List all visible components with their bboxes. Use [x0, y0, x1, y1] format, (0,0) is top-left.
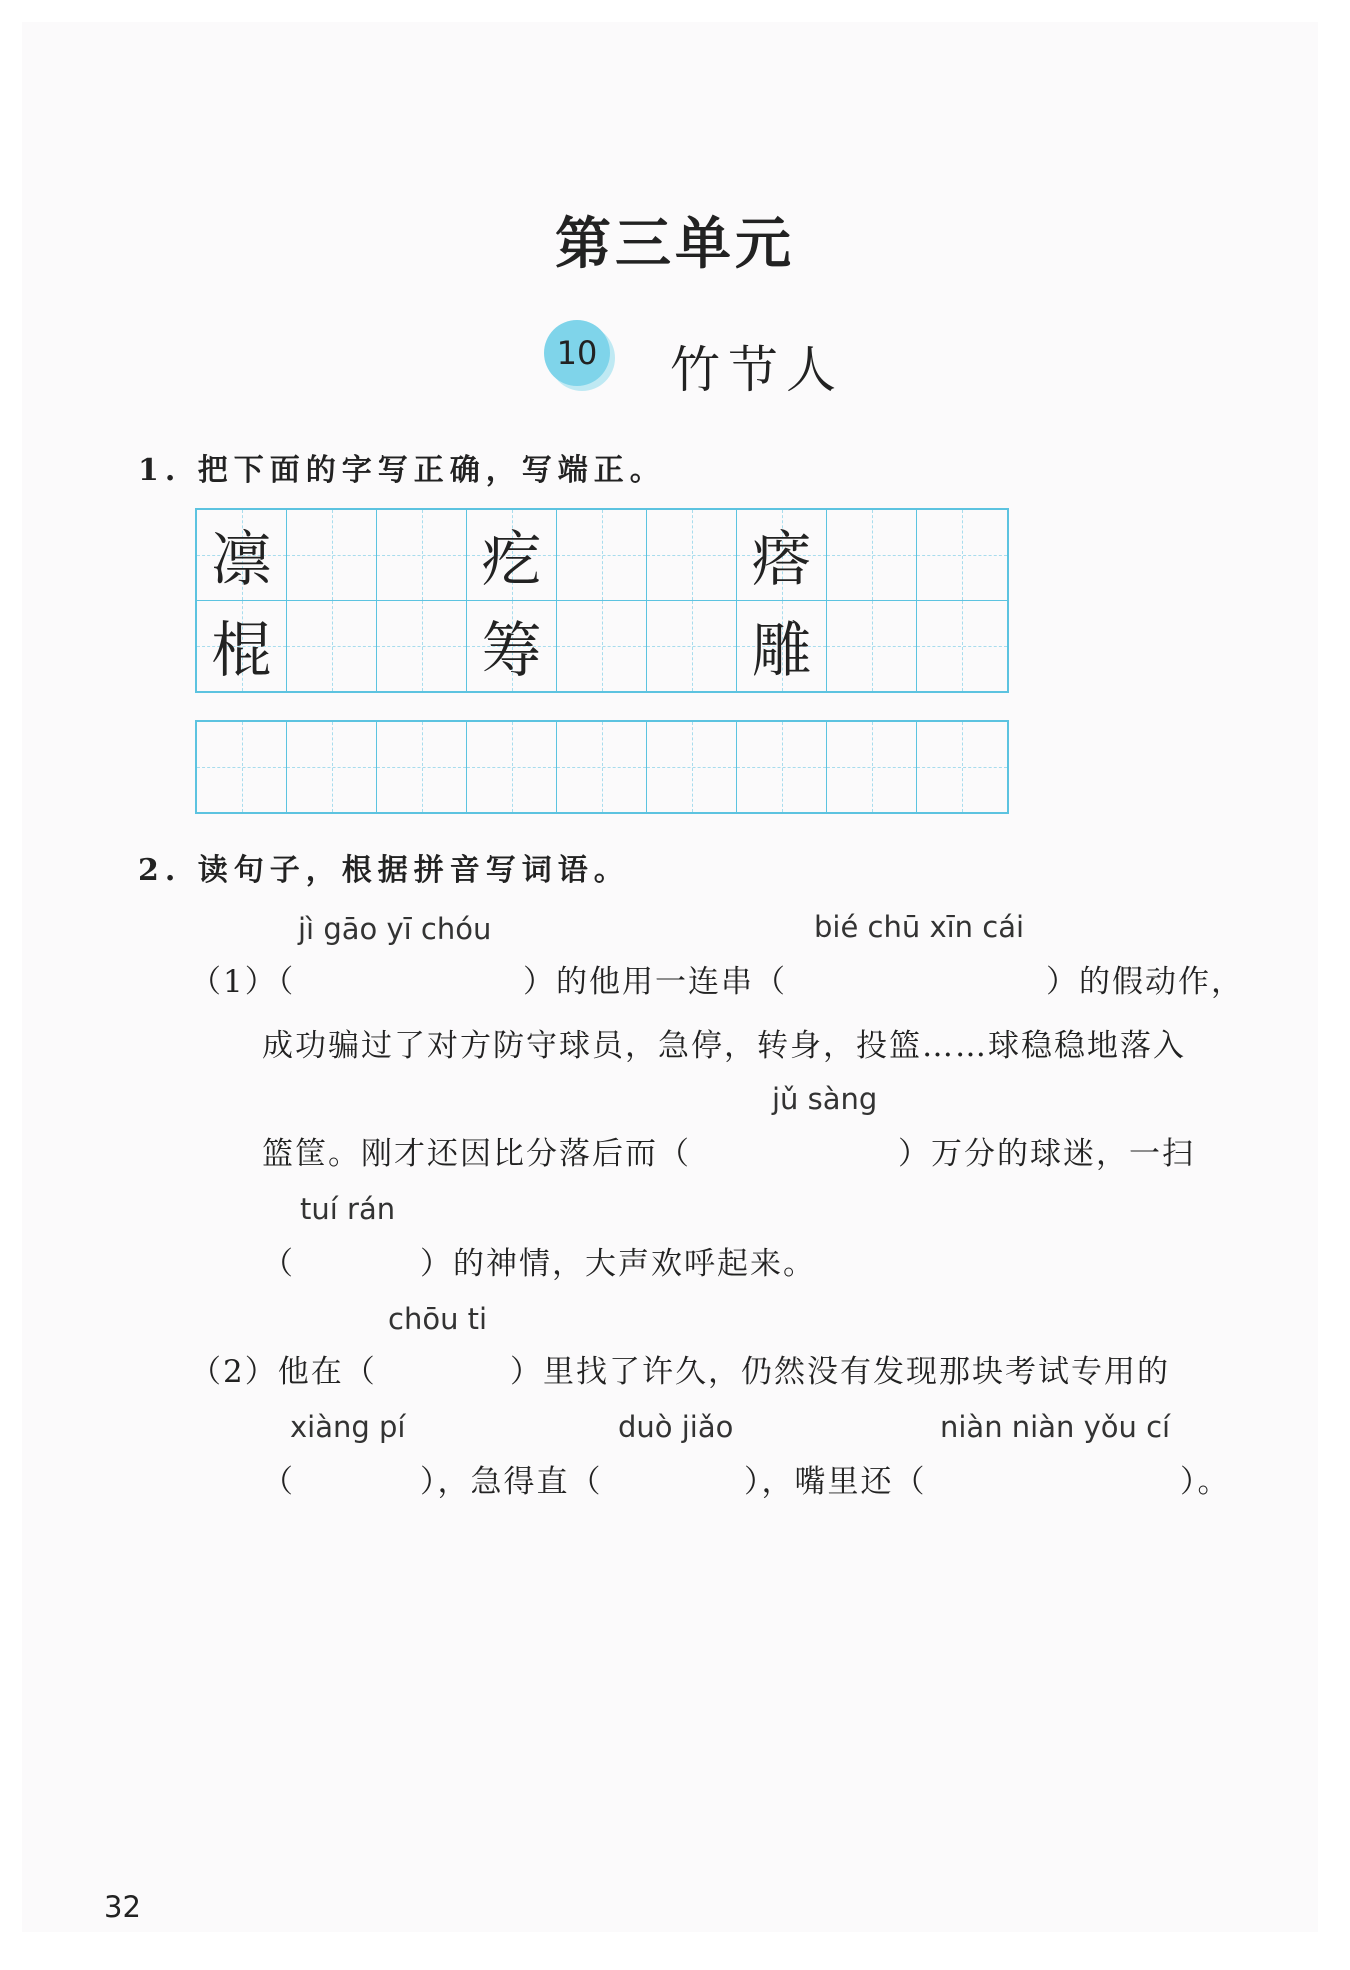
- pinyin-hint: xiàng pí: [290, 1410, 406, 1444]
- lesson-number-badge: 10: [544, 320, 610, 386]
- sentence-2-part: ），嘴里还（: [744, 1464, 927, 1500]
- model-character: 棍: [211, 616, 272, 686]
- grid-cell[interactable]: [647, 601, 737, 691]
- grid-cell[interactable]: [737, 722, 827, 812]
- grid-cell: [467, 510, 557, 600]
- sentence-1-part: 篮筐。刚才还因比分落后而（: [262, 1136, 691, 1172]
- grid-cell[interactable]: [557, 510, 647, 600]
- grid-cell[interactable]: [467, 722, 557, 812]
- writing-grid-row-1: [197, 510, 1007, 601]
- grid-cell[interactable]: [287, 601, 377, 691]
- sentence-1-part: ）的神情，大声欢呼起来。: [420, 1246, 816, 1282]
- sentence-2-part: （: [262, 1464, 295, 1500]
- lesson-title: 竹节人: [670, 341, 844, 399]
- page-number: 32: [104, 1890, 141, 1924]
- sentence-1-part: ）万分的球迷，一扫: [898, 1136, 1195, 1172]
- grid-cell[interactable]: [287, 510, 377, 600]
- writing-grid-characters: [195, 508, 1009, 693]
- grid-cell[interactable]: [557, 722, 647, 812]
- sentence-1-part: ）的假动作，: [1046, 964, 1244, 1000]
- pinyin-hint: niàn niàn yǒu cí: [940, 1410, 1171, 1444]
- sentence-1-part: ）的他用一连串（: [523, 964, 787, 1000]
- grid-cell: [197, 601, 287, 691]
- grid-cell[interactable]: [917, 510, 1007, 600]
- grid-cell[interactable]: [377, 722, 467, 812]
- grid-cell[interactable]: [647, 510, 737, 600]
- model-character: 雕: [751, 616, 812, 686]
- grid-cell[interactable]: [827, 601, 917, 691]
- model-character: 瘩: [751, 525, 812, 595]
- grid-cell[interactable]: [377, 601, 467, 691]
- writing-grid-blank: [195, 720, 1009, 814]
- sentence-2-part: ）。: [1180, 1464, 1231, 1500]
- pinyin-hint: bié chū xīn cái: [814, 910, 1025, 944]
- grid-cell[interactable]: [377, 510, 467, 600]
- grid-cell[interactable]: [647, 722, 737, 812]
- grid-cell: [737, 601, 827, 691]
- grid-cell[interactable]: [917, 601, 1007, 691]
- model-character: 筹: [481, 616, 542, 686]
- grid-cell: [737, 510, 827, 600]
- sentence-1-part: （1）（: [190, 964, 296, 1000]
- sentence-2-part: ），急得直（: [420, 1464, 603, 1500]
- unit-title: 第三单元: [555, 211, 795, 277]
- question-1-title: 1. 把下面的字写正确，写端正。: [138, 453, 666, 488]
- grid-cell[interactable]: [197, 722, 287, 812]
- grid-cell[interactable]: [827, 510, 917, 600]
- model-character: 凛: [211, 525, 272, 595]
- grid-cell[interactable]: [917, 722, 1007, 812]
- grid-cell: [467, 601, 557, 691]
- pinyin-hint: tuí rán: [300, 1192, 396, 1226]
- grid-cell[interactable]: [287, 722, 377, 812]
- question-2-title: 2. 读句子，根据拼音写词语。: [138, 853, 630, 888]
- sentence-2-part: （2）他在（: [190, 1354, 377, 1390]
- grid-cell[interactable]: [557, 601, 647, 691]
- pinyin-hint: duò jiǎo: [618, 1410, 734, 1444]
- pinyin-hint: chōu ti: [388, 1302, 488, 1336]
- sentence-1-part: 成功骗过了对方防守球员，急停，转身，投篮……球稳稳地落入: [262, 1028, 1186, 1064]
- model-character: 疙: [481, 525, 542, 595]
- writing-grid-row-2: [197, 601, 1007, 691]
- pinyin-hint: jǔ sàng: [772, 1082, 878, 1116]
- writing-grid-row-blank: [197, 722, 1007, 812]
- sentence-2-part: ）里找了许久，仍然没有发现那块考试专用的: [510, 1354, 1170, 1390]
- pinyin-hint: jì gāo yī chóu: [298, 912, 492, 946]
- grid-cell: [197, 510, 287, 600]
- sentence-1-part: （: [262, 1246, 295, 1282]
- grid-cell[interactable]: [827, 722, 917, 812]
